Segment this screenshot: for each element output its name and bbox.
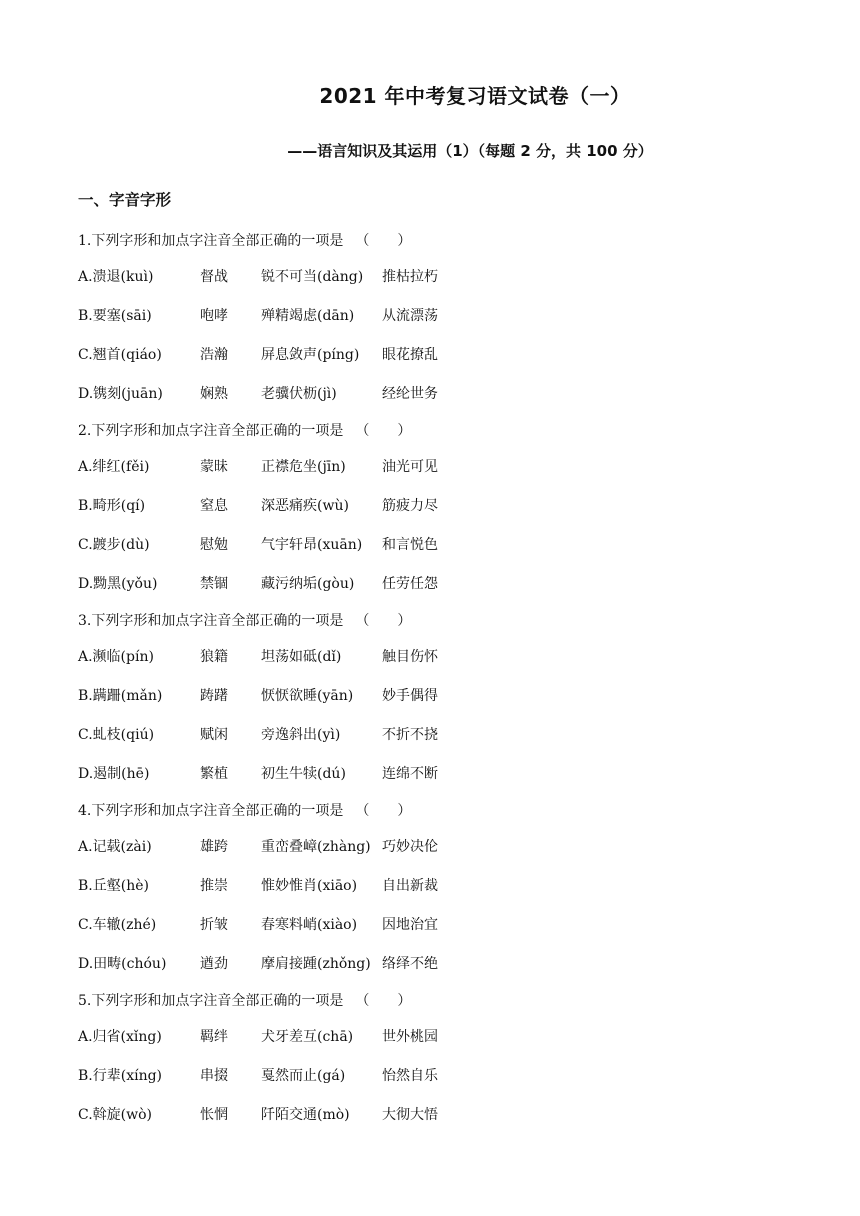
- option-cell: D.田畴(chóu): [78, 956, 167, 972]
- option-cell: 恹恹欲睡(yān): [261, 688, 354, 704]
- option-cell: B.行辈(xíng): [78, 1068, 163, 1084]
- option-cell: A.溃退(kuì): [78, 269, 154, 285]
- option-row: [78, 906, 778, 945]
- option-row: [78, 565, 778, 604]
- option-cell: D.遏制(hē): [78, 766, 150, 782]
- option-row: [78, 716, 778, 755]
- option-cell: A.绯红(fěi): [78, 459, 150, 475]
- option-cell: 殚精竭虑(dān): [261, 308, 355, 324]
- option-cell: 蒙昧: [200, 459, 228, 475]
- option-cell: 娴熟: [200, 386, 228, 402]
- option-cell: 重峦叠嶂(zhàng): [261, 839, 371, 855]
- answer-blank: （ ）: [355, 233, 412, 249]
- option-cell: D.黝黑(yǒu): [78, 576, 158, 592]
- option-cell: 藏污纳垢(gòu): [261, 576, 355, 592]
- option-cell: 坦荡如砥(dǐ): [261, 649, 342, 665]
- option-row: [78, 1057, 778, 1096]
- option-cell: 犬牙差互(chā): [261, 1029, 354, 1045]
- question-block: [78, 414, 778, 604]
- option-cell: 繁植: [200, 766, 228, 782]
- option-row: [78, 526, 778, 565]
- option-cell: C.斡旋(wò): [78, 1107, 152, 1123]
- option-cell: 屏息敛声(píng): [261, 347, 360, 363]
- option-cell: 连绵不断: [382, 766, 438, 782]
- question-stem-line: [78, 984, 778, 1018]
- option-cell: 雄跨: [200, 839, 228, 855]
- option-cell: C.踱步(dù): [78, 537, 150, 553]
- option-cell: 络绎不绝: [382, 956, 438, 972]
- question-block: [78, 224, 778, 414]
- option-row: [78, 258, 778, 297]
- option-cell: 踌躇: [200, 688, 228, 704]
- option-row: [78, 677, 778, 716]
- option-cell: 大彻大悟: [382, 1107, 438, 1123]
- option-cell: 戛然而止(gá): [261, 1068, 346, 1084]
- answer-blank: （ ）: [355, 423, 412, 439]
- option-cell: 锐不可当(dàng): [261, 269, 364, 285]
- option-cell: 狼籍: [200, 649, 228, 665]
- option-row: [78, 867, 778, 906]
- option-cell: C.翘首(qiáo): [78, 347, 162, 363]
- option-cell: 旁逸斜出(yì): [261, 727, 341, 743]
- question-block: [78, 604, 778, 794]
- option-cell: 巧妙决伦: [382, 839, 438, 855]
- option-cell: 赋闲: [200, 727, 228, 743]
- option-cell: 世外桃园: [382, 1029, 438, 1045]
- option-cell: 经纶世务: [382, 386, 438, 402]
- option-cell: 正襟危坐(jīn): [261, 459, 346, 475]
- option-cell: 任劳任怨: [382, 576, 438, 592]
- option-row: [78, 1018, 778, 1057]
- option-row: [78, 945, 778, 984]
- option-row: [78, 828, 778, 867]
- option-cell: 浩瀚: [200, 347, 228, 363]
- option-cell: D.镌刻(juān): [78, 386, 163, 402]
- option-cell: A.濒临(pín): [78, 649, 154, 665]
- option-cell: 推崇: [200, 878, 228, 894]
- option-cell: 遒劲: [200, 956, 228, 972]
- option-row: [78, 1096, 778, 1135]
- option-cell: 筋疲力尽: [382, 498, 438, 514]
- question-block: [78, 984, 778, 1135]
- option-cell: 触目伤怀: [382, 649, 438, 665]
- option-cell: 因地治宜: [382, 917, 438, 933]
- question-list: [78, 224, 778, 1135]
- question-stem-line: [78, 604, 778, 638]
- option-cell: 初生牛犊(dú): [261, 766, 346, 782]
- option-cell: 从流漂荡: [382, 308, 438, 324]
- option-cell: 阡陌交通(mò): [261, 1107, 350, 1123]
- option-row: [78, 638, 778, 677]
- question-stem-line: [78, 414, 778, 448]
- option-cell: 妙手偶得: [382, 688, 438, 704]
- option-cell: 羁绊: [200, 1029, 228, 1045]
- question-stem: 4.下列字形和加点字注音全部正确的一项是: [78, 803, 344, 819]
- option-cell: A.归省(xǐng): [78, 1029, 162, 1045]
- option-cell: A.记载(zài): [78, 839, 152, 855]
- option-cell: 督战: [200, 269, 228, 285]
- question-stem: 1.下列字形和加点字注音全部正确的一项是: [78, 233, 344, 249]
- exam-title: 2021 年中考复习语文试卷（一）: [319, 84, 631, 108]
- option-cell: 和言悦色: [382, 537, 438, 553]
- option-cell: 不折不挠: [382, 727, 438, 743]
- option-cell: 眼花撩乱: [382, 347, 438, 363]
- option-cell: 春寒料峭(xiào): [261, 917, 358, 933]
- option-cell: 深恶痛疾(wù): [261, 498, 349, 514]
- option-cell: B.丘壑(hè): [78, 878, 149, 894]
- option-cell: C.车辙(zhé): [78, 917, 157, 933]
- option-cell: 气宇轩昂(xuān): [261, 537, 363, 553]
- option-cell: 怡然自乐: [382, 1068, 438, 1084]
- question-stem: 5.下列字形和加点字注音全部正确的一项是: [78, 993, 344, 1009]
- option-cell: B.要塞(sāi): [78, 308, 152, 324]
- option-cell: 串掇: [200, 1068, 228, 1084]
- option-cell: 折皱: [200, 917, 228, 933]
- option-row: [78, 375, 778, 414]
- answer-blank: （ ）: [355, 993, 412, 1009]
- option-cell: 老骥伏枥(jì): [261, 386, 337, 402]
- option-row: [78, 448, 778, 487]
- question-block: [78, 794, 778, 984]
- option-cell: 油光可见: [382, 459, 438, 475]
- exam-subtitle: ——语言知识及其运用（1）（每题 2 分，共 100 分）: [287, 142, 653, 160]
- option-cell: 怅惘: [200, 1107, 228, 1123]
- option-cell: 自出新裁: [382, 878, 438, 894]
- option-cell: 惟妙惟肖(xiāo): [261, 878, 358, 894]
- question-stem-line: [78, 794, 778, 828]
- question-stem: 3.下列字形和加点字注音全部正确的一项是: [78, 613, 344, 629]
- question-stem-line: [78, 224, 778, 258]
- option-cell: B.蹒跚(mǎn): [78, 688, 163, 704]
- option-cell: 窒息: [200, 498, 228, 514]
- option-cell: 慰勉: [200, 537, 228, 553]
- option-row: [78, 297, 778, 336]
- question-stem: 2.下列字形和加点字注音全部正确的一项是: [78, 423, 344, 439]
- section-heading: 一、字音字形: [78, 191, 172, 209]
- answer-blank: （ ）: [355, 803, 412, 819]
- answer-blank: （ ）: [355, 613, 412, 629]
- option-cell: 咆哮: [200, 308, 228, 324]
- option-row: [78, 487, 778, 526]
- option-row: [78, 336, 778, 375]
- option-cell: 禁锢: [200, 576, 228, 592]
- option-cell: 推枯拉朽: [382, 269, 438, 285]
- option-cell: B.畸形(qí): [78, 498, 146, 514]
- option-row: [78, 755, 778, 794]
- option-cell: 摩肩接踵(zhǒng): [261, 956, 371, 972]
- option-cell: C.虬枝(qiú): [78, 727, 155, 743]
